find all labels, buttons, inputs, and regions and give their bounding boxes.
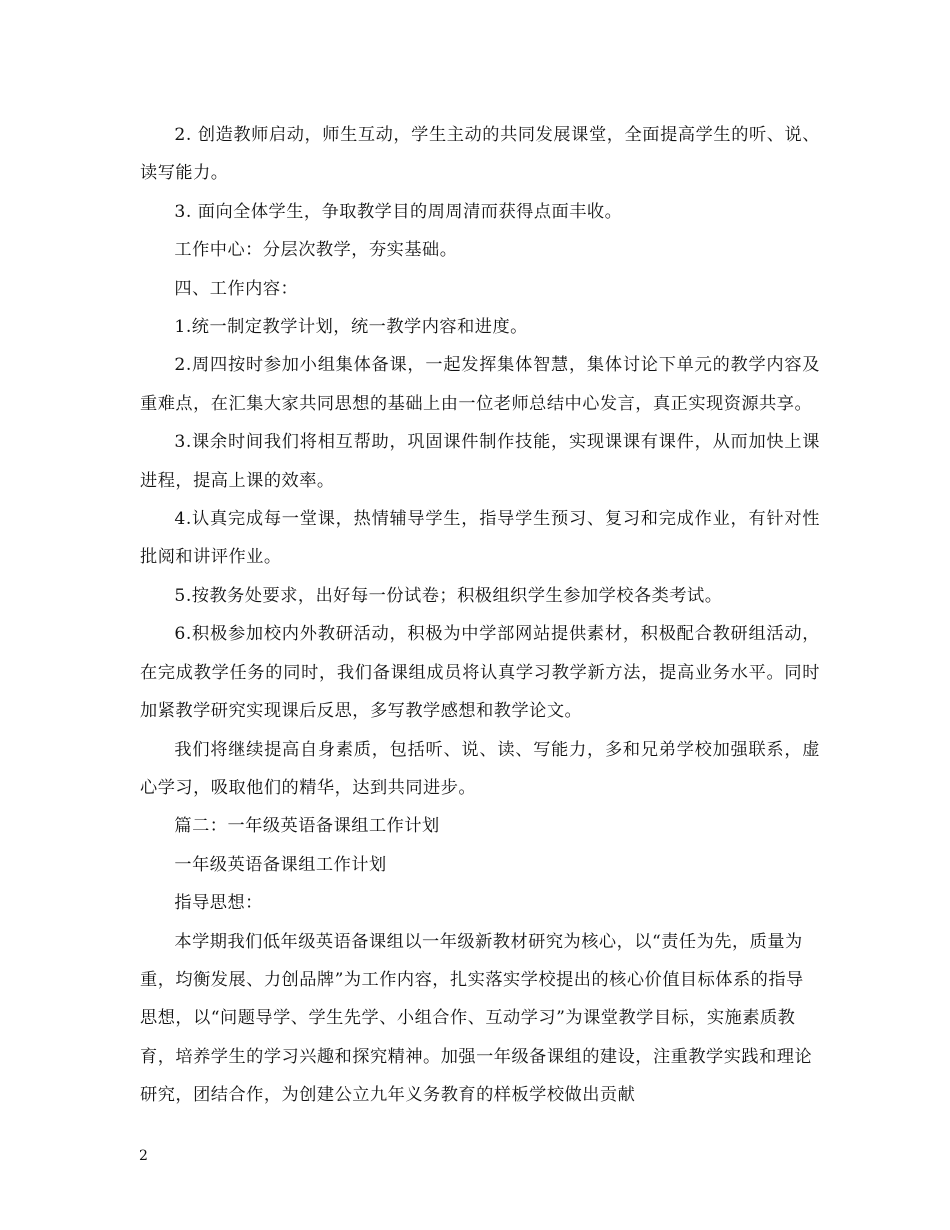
section-heading-guiding-thought: 指导思想： (174, 893, 263, 914)
paragraph-item-4: 4.认真完成每一堂课，热情辅导学生，指导学生预习、复习和完成作业，有针对性批阅和讲评作业。 (140, 509, 820, 568)
paragraph-goal-3: 3. 面向全体学生，争取教学目的周周清而获得点面丰收。 (174, 201, 623, 222)
paragraph-conclusion: 我们将继续提高自身素质，包括听、说、读、写能力，多和兄弟学校加强联系，虚心学习，吸取他们的精华，达到共同进步。 (140, 739, 820, 798)
page-number: 2 (139, 1148, 148, 1164)
section-heading-work-content: 四、工作内容： (174, 278, 299, 299)
paragraph-item-3: 3.课余时间我们将相互帮助，巩固课件制作技能，实现课课有课件，从而加快上课进程，提高上课的效率。 (140, 432, 820, 491)
paragraph-item-1: 1.统一制定教学计划，统一教学内容和进度。 (174, 317, 528, 338)
document-subtitle: 一年级英语备课组工作计划 (174, 854, 387, 875)
document-body (140, 116, 820, 1115)
section-title-part-two: 篇二：一年级英语备课组工作计划 (174, 816, 440, 837)
paragraph-item-6: 6.积极参加校内外教研活动，积极为中学部网站提供素材，积极配合教研组活动，在完成教学任务的同时，我们备课组成员将认真学习教学新方法，提高业务水平。同时加紧教学研究实现课后反思，多写教学感想和教学论文。 (140, 624, 820, 722)
paragraph-guiding-thought: 本学期我们低年级英语备课组以一年级新教材研究为核心，以“责任为先，质量为重，均衡发展、力创品牌”为工作内容，扎实落实学校提出的核心价值目标体系的指导思想，以“问题导学、学生先学、小组合作、互动学习”为课堂教学目标，实施素质教育，培养学生的学习兴趣和探究精神。加强一年级备课组的建设，注重教学实践和理论研究，团结合作，为创建公立九年义务教育的样板学校做出贡献 (140, 931, 813, 1106)
paragraph-work-focus: 工作中心：分层次教学，夯实基础。 (174, 240, 458, 261)
paragraph-goal-2: 2. 创造教师启动，师生互动，学生主动的共同发展课堂，全面提高学生的听、说、读写能力。 (140, 125, 820, 184)
paragraph-item-2: 2.周四按时参加小组集体备课，一起发挥集体智慧，集体讨论下单元的教学内容及重难点，在汇集大家共同思想的基础上由一位老师总结中心发言，真正实现资源共享。 (140, 355, 820, 414)
paragraph-item-5: 5.按教务处要求，出好每一份试卷；积极组织学生参加学校各类考试。 (174, 585, 723, 606)
